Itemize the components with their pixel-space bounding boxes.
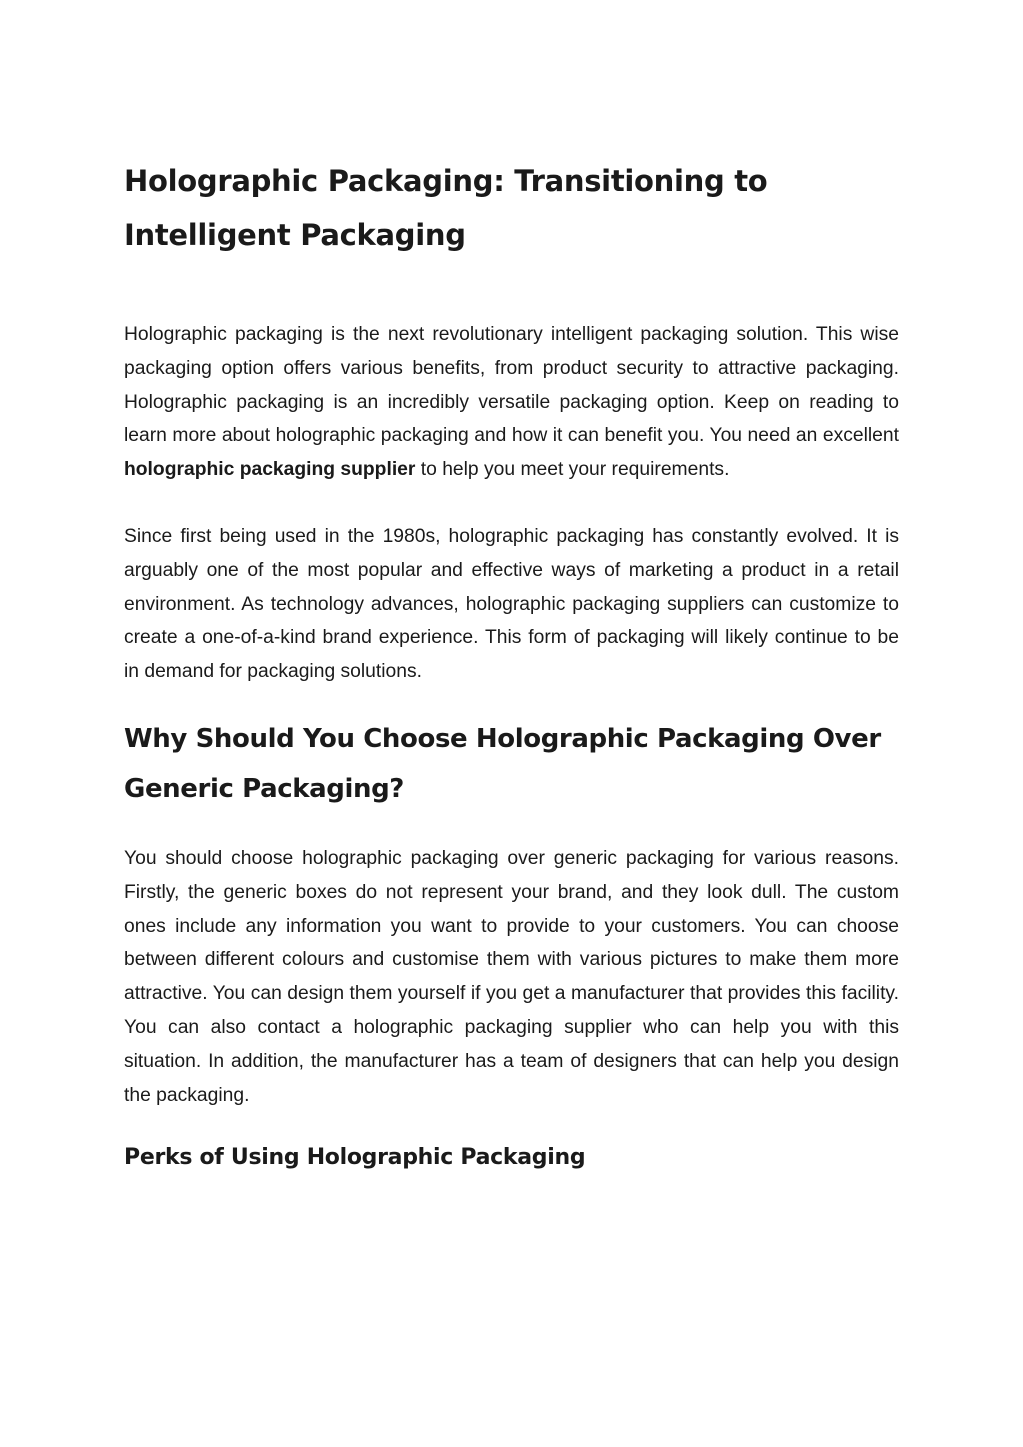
intro-text-end: to help you meet your requirements. [415,459,730,481]
document-page [124,150,899,1175]
history-paragraph: Since first being used in the 1980s, holographic packaging has constantly evolved. It is arguably one of the most popular and effective ways of marketing a product in a retail environment. As technology advances, holographic packaging suppliers can customize to create a one-of-a-kind brand experience. This form of packaging will likely continue to be in demand for packaging solutions. [124,525,899,683]
intro-paragraph [124,318,899,487]
section-heading-why: Why Should You Choose Holographic Packaging Over Generic Packaging? [124,723,881,804]
intro-text: Holographic packaging is the next revolutionary intelligent packaging solution. This wise packaging option offers various benefits, from product security to attractive packaging. Holographic packaging is an incredibly versatile packaging option. Keep on reading to learn more about holographic packaging and how it can benefit you. You need an excellent [124,324,899,447]
section-heading-perks: Perks of Using Holographic Packaging [124,1145,586,1171]
supplier-keyword: holographic packaging supplier [124,459,416,481]
document-title: Holographic Packaging: Transitioning to Intelligent Packaging [124,164,768,252]
reasons-paragraph: You should choose holographic packaging over generic packaging for various reasons. Firstly, the generic boxes do not represent your brand, and they look dull. The custom ones include any information you want to provide to your customers. You can choose between different colours and customise them with various pictures to make them more attractive. You can design them yourself if you get a manufacturer that provides this facility. You can also contact a holographic packaging supplier who can help you with this situation. In addition, the manufacturer has a team of designers that can help you design the packaging. [124,847,899,1106]
